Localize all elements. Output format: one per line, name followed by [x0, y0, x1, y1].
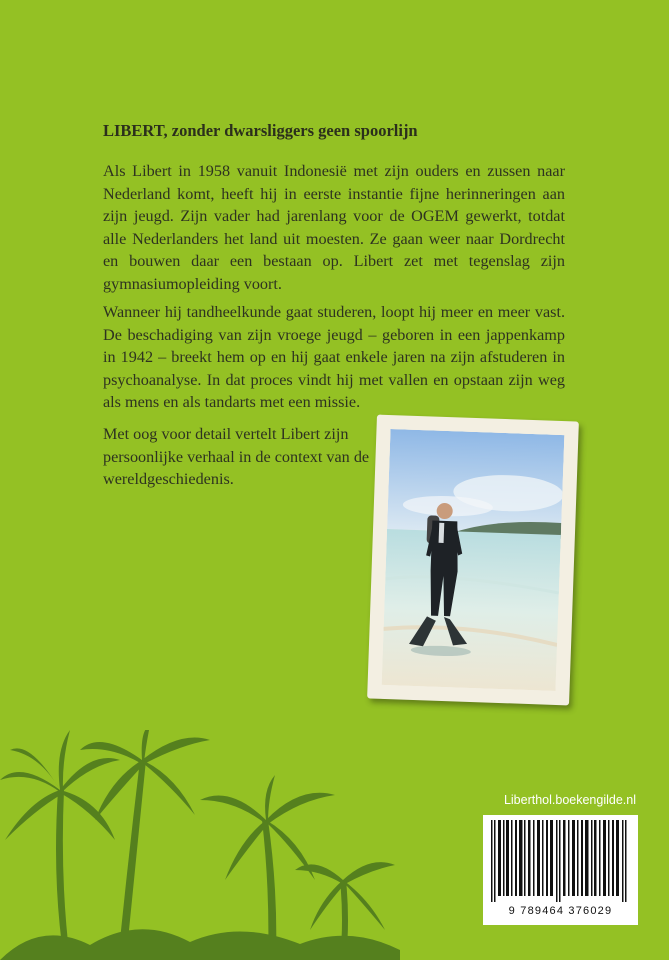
palm-trees-silhouette-icon	[0, 730, 400, 960]
barcode	[483, 815, 638, 925]
blurb-paragraph-3: Met oog voor detail vertelt Libert zijn persoonlijke verhaal in de context van de wereldgeschiedenis.	[103, 425, 370, 488]
diver-photo-icon	[382, 429, 565, 691]
photo-frame	[367, 415, 579, 706]
blurb-paragraph-2: Wanneer hij tandheelkunde gaat studeren, loopt hij meer en meer vast. De beschadiging van zijn vroege jeugd – geboren in een jappenkamp in 1942 – breekt hem op en hij gaat enkele jaren na zijn afstuderen in psychoanalyse. In dat proces vindt hij met vallen en opstaan zijn weg als mens en als tandarts met een missie.	[103, 303, 565, 411]
barcode-bars-icon	[489, 820, 632, 902]
book-heading: LIBERT, zonder dwarsliggers geen spoorlijn	[103, 121, 418, 140]
blurb-paragraph-1: Als Libert in 1958 vanuit Indonesië met zijn ouders en zussen naar Nederland komt, heeft hij in eerste instantie fijne herinneringen aan zijn jeugd. Zijn vader had jarenlang voor de OGEM gewerkt, totdat alle Nederlanders het land uit moesten. Ze gaan weer naar Dordrecht en bouwen daar een bestaan op. Libert zet met tegenslag zijn gymnasiumopleiding voort.	[103, 162, 565, 293]
isbn-number: 9 789464 376029	[508, 905, 613, 917]
website-url: Liberthol.boekengilde.nl	[503, 793, 636, 807]
